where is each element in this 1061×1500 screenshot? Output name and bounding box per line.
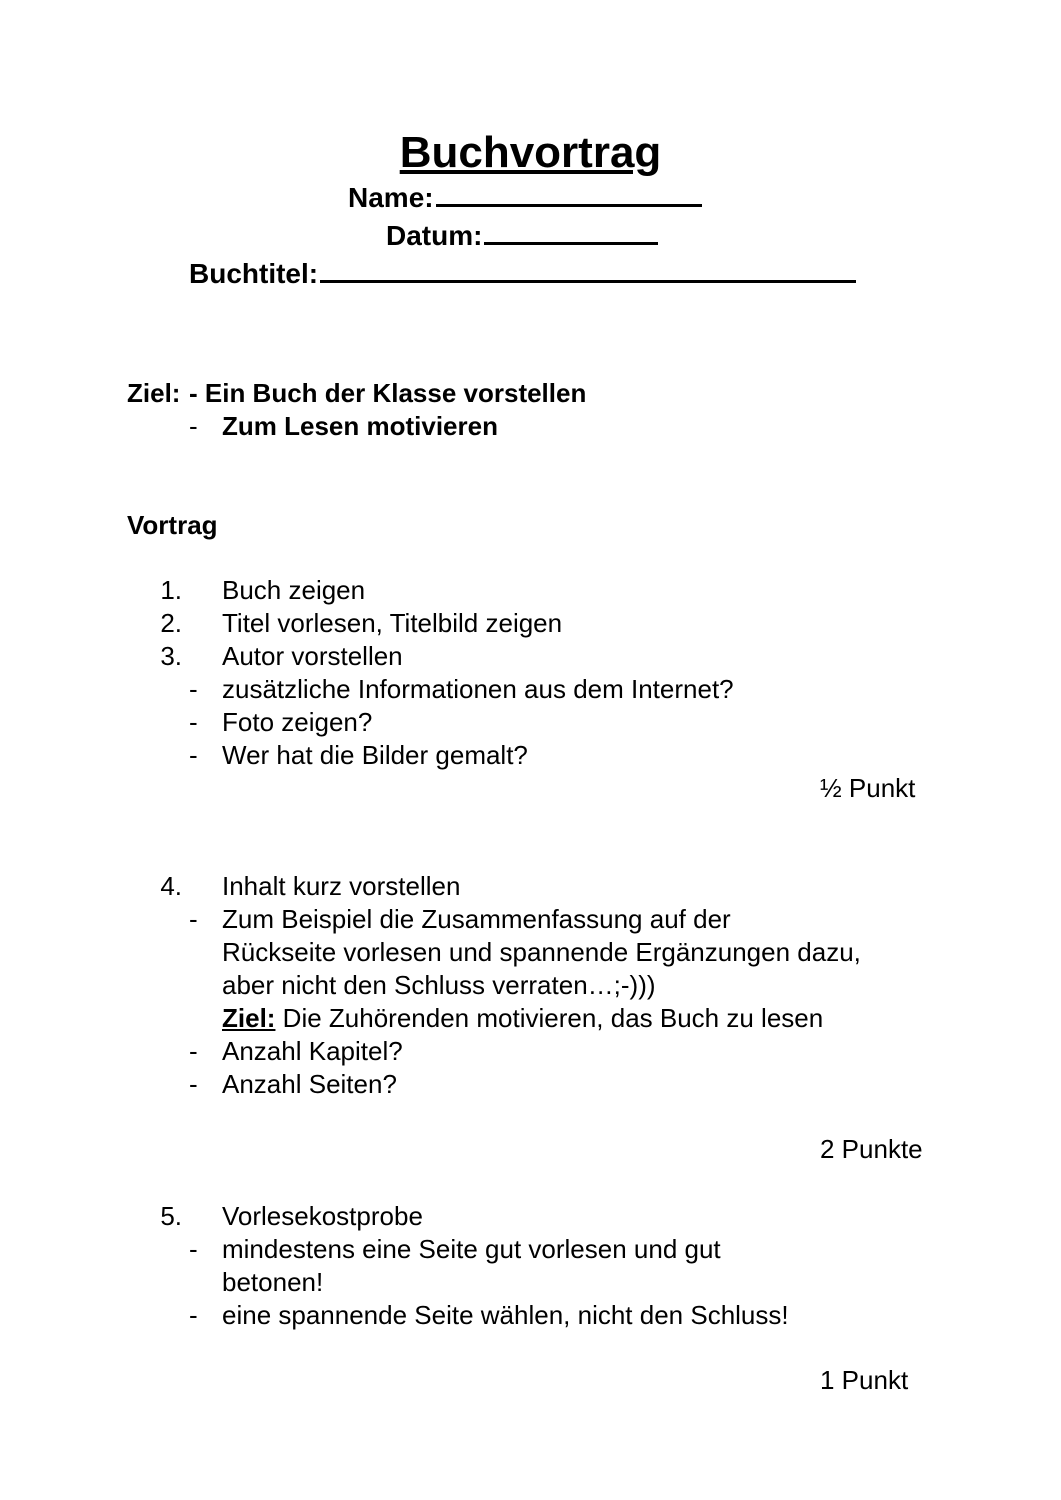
name-field[interactable] <box>348 182 702 214</box>
sub-item: Foto zeigen? <box>222 707 373 737</box>
sub-item: Anzahl Kapitel? <box>222 1036 403 1066</box>
booktitle-blank-line[interactable] <box>320 276 856 283</box>
bullet-dash: - <box>189 1036 198 1066</box>
step-text: Inhalt kurz vorstellen <box>222 871 461 901</box>
step-text: Autor vorstellen <box>222 641 403 671</box>
step-text: Vorlesekostprobe <box>222 1201 423 1231</box>
bullet-dash: - <box>189 674 198 704</box>
points-label: 2 Punkte <box>820 1134 923 1164</box>
date-blank-line[interactable] <box>484 238 658 245</box>
bullet-dash: - <box>189 707 198 737</box>
date-label: Datum: <box>386 220 483 251</box>
bullet-dash: - <box>189 904 198 934</box>
booktitle-field[interactable] <box>189 258 856 290</box>
sub-item: Anzahl Seiten? <box>222 1069 397 1099</box>
name-blank-line[interactable] <box>436 200 702 207</box>
goal-dash: - <box>189 411 198 441</box>
bullet-dash: - <box>189 740 198 770</box>
points-label: 1 Punkt <box>820 1365 909 1395</box>
goal-note-label: Ziel: <box>222 1003 276 1033</box>
sub-item-line: betonen! <box>222 1267 324 1297</box>
date-field[interactable] <box>386 220 658 252</box>
section-heading: Vortrag <box>127 510 218 540</box>
page-title: Buchvortrag <box>399 128 662 177</box>
goal-label: Ziel: <box>127 378 181 408</box>
bullet-dash: - <box>189 1234 198 1264</box>
bullet-dash: - <box>189 1069 198 1099</box>
goal-item-1: - Ein Buch der Klasse vorstellen <box>189 378 587 408</box>
goal-note-text: Die Zuhörenden motivieren, das Buch zu lesen <box>275 1003 824 1033</box>
bullet-dash: - <box>189 1300 198 1330</box>
points-label: ½ Punkt <box>820 773 916 803</box>
step-text: Buch zeigen <box>222 575 366 605</box>
sub-item-line: mindestens eine Seite gut vorlesen und gut <box>222 1234 721 1264</box>
sub-item: Wer hat die Bilder gemalt? <box>222 740 528 770</box>
name-label: Name: <box>348 182 434 213</box>
sub-item-line: aber nicht den Schluss verraten…;-))) <box>222 970 656 1000</box>
goal-item-2: Zum Lesen motivieren <box>222 411 498 441</box>
sub-item-line: Zum Beispiel die Zusammenfassung auf der <box>222 904 731 934</box>
step-text: Titel vorlesen, Titelbild zeigen <box>222 608 563 638</box>
goal-note <box>222 1002 823 1035</box>
sub-item: zusätzliche Informationen aus dem Internet? <box>222 674 734 704</box>
sub-item-line: Rückseite vorlesen und spannende Ergänzungen dazu, <box>222 937 861 967</box>
booktitle-label: Buchtitel: <box>189 258 319 289</box>
sub-item: eine spannende Seite wählen, nicht den Schluss! <box>222 1300 789 1330</box>
